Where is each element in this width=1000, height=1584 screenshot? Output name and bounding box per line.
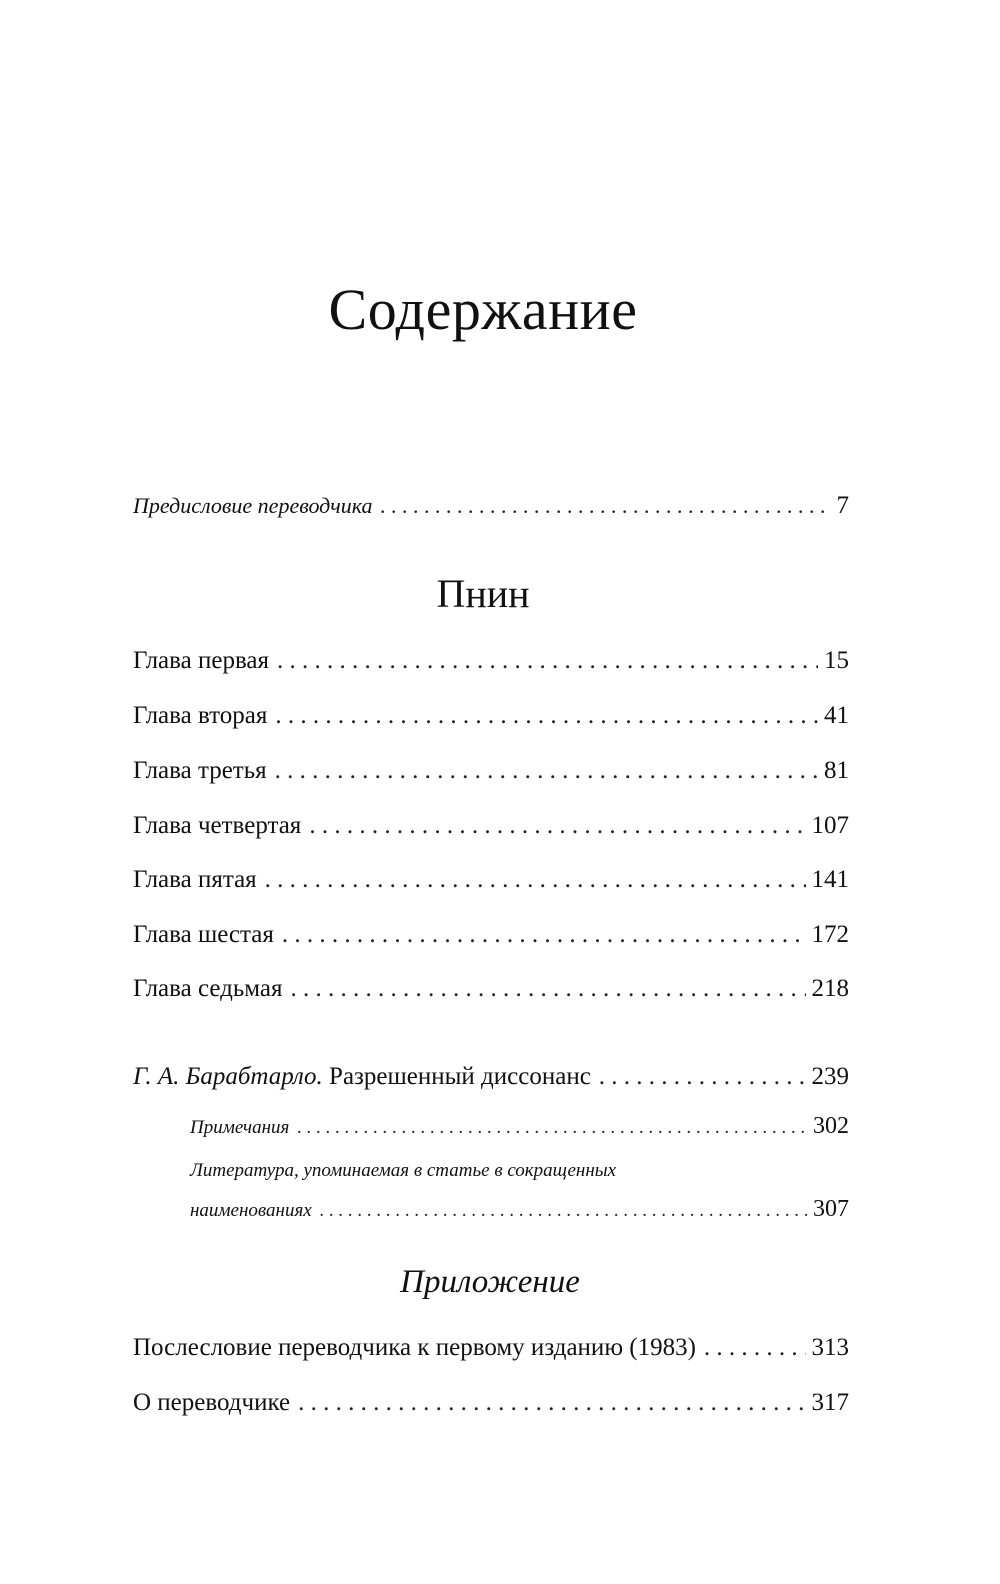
dot-leader [599, 1063, 806, 1091]
toc-page-number: 107 [811, 812, 849, 839]
toc-entry-preface[interactable] [133, 492, 849, 532]
section-title: Пнин [436, 571, 530, 616]
toc-entry-label: Глава вторая [133, 702, 268, 729]
dot-leader [277, 647, 818, 675]
toc-page-number: 313 [811, 1334, 849, 1361]
toc-page-number: 172 [811, 921, 849, 948]
toc-entry-label: наименованиях [190, 1200, 312, 1221]
toc-entry-afterword[interactable] [133, 1334, 849, 1374]
dot-leader [265, 866, 806, 894]
page-title: Содержание [328, 277, 638, 342]
toc-page-number: 141 [811, 866, 849, 893]
dot-leader [282, 921, 806, 949]
toc-entry-notes[interactable] [190, 1113, 849, 1153]
dot-leader [275, 757, 818, 785]
toc-entry-chapter-7[interactable] [133, 975, 849, 1015]
dot-leader [704, 1334, 806, 1362]
toc-page-number: 41 [824, 702, 849, 729]
toc-entry-label: Глава шестая [133, 921, 274, 948]
essay-title: Разрешенный диссонанс [329, 1063, 591, 1090]
toc-page-number: 218 [811, 975, 849, 1002]
dot-leader [275, 702, 818, 730]
toc-page-number: 317 [811, 1389, 849, 1416]
dot-leader [298, 1389, 805, 1417]
dot-leader [291, 975, 806, 1003]
toc-entry-label: Глава первая [133, 647, 270, 674]
toc-entry-literature[interactable] [190, 1196, 849, 1236]
dot-leader [320, 1200, 807, 1222]
toc-entry-label: О переводчике [133, 1389, 291, 1416]
toc-page-number: 302 [813, 1113, 849, 1139]
toc-entry-chapter-2[interactable] [133, 702, 849, 742]
toc-entry-label: Послесловие переводчика к первому изданию (1983) [133, 1334, 696, 1361]
toc-page-number: 15 [824, 647, 849, 674]
toc-entry-chapter-5[interactable] [133, 866, 849, 906]
dot-leader [381, 493, 831, 519]
toc-entry-chapter-3[interactable] [133, 757, 849, 797]
essay-author: Г. А. Барабтарло. [133, 1063, 323, 1090]
toc-page-number: 7 [836, 492, 849, 519]
toc-entry-label: Предисловие переводчика [133, 493, 373, 518]
toc-entry-about-translator[interactable] [133, 1389, 849, 1429]
toc-page-number: 81 [824, 757, 849, 784]
appendix-title: Приложение [400, 1264, 580, 1300]
toc-entry-label: Глава седьмая [133, 975, 283, 1002]
toc-entry-label: Глава третья [133, 757, 267, 784]
toc-entry-literature-line1: Литература, упоминаемая в статье в сокращенных [190, 1160, 617, 1181]
toc-entry-label: Глава четвертая [133, 812, 302, 839]
toc-entry-essay[interactable] [133, 1063, 849, 1103]
dot-leader [297, 1117, 807, 1139]
toc-entry-chapter-1[interactable] [133, 647, 849, 687]
toc-entry-label: Примечания [190, 1117, 290, 1138]
toc-page-number: 307 [813, 1196, 849, 1222]
dot-leader [309, 812, 805, 840]
toc-entry-chapter-4[interactable] [133, 812, 849, 852]
toc-page-number: 239 [811, 1063, 849, 1090]
toc-entry-label: Глава пятая [133, 866, 257, 893]
toc-entry-chapter-6[interactable] [133, 921, 849, 961]
toc-entry-label [133, 1063, 599, 1091]
